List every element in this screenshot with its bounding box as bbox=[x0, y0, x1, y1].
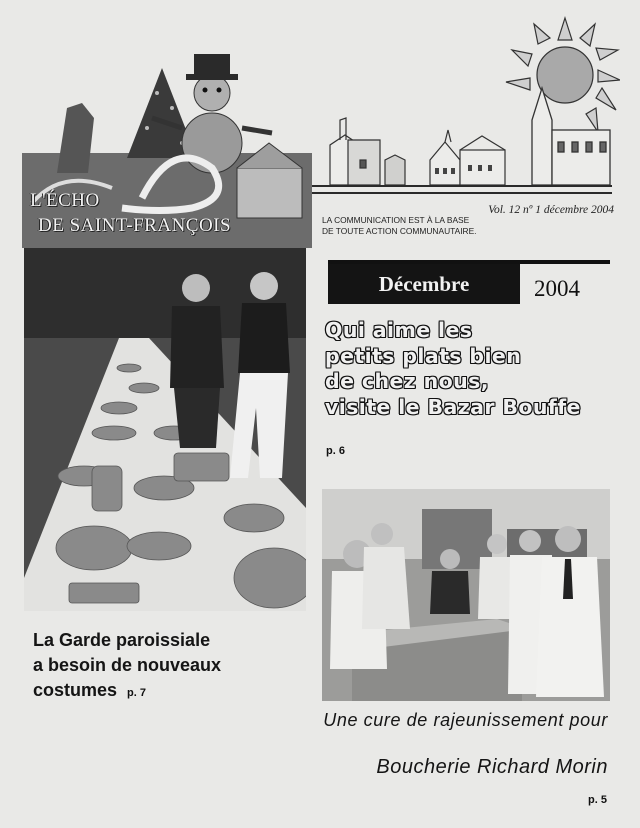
photo-butcher-staff bbox=[322, 489, 610, 701]
story-line-last bbox=[33, 678, 303, 706]
banner-month: Décembre bbox=[378, 272, 470, 296]
headline-line: Qui aime les bbox=[325, 318, 473, 342]
headline-line: visite le Bazar Bouffe bbox=[325, 394, 581, 419]
page-ref-boucherie[interactable]: p. 5 bbox=[588, 794, 607, 806]
motto-line: DE TOUTE ACTION COMMUNAUTAIRE. bbox=[322, 226, 477, 236]
banner-year: 2004 bbox=[534, 276, 580, 301]
motto-line: LA COMMUNICATION EST À LA BASE bbox=[322, 215, 470, 225]
story-line: a besoin de nouveaux bbox=[33, 655, 222, 675]
page-ref-bazar[interactable]: p. 6 bbox=[326, 445, 345, 457]
page-ref-garde[interactable]: p. 7 bbox=[127, 687, 146, 699]
masthead-rule bbox=[312, 185, 612, 187]
month-banner bbox=[328, 260, 610, 304]
skyline-sun-illustration bbox=[320, 10, 620, 205]
masthead-rule bbox=[312, 192, 612, 194]
headline-bazar-bouffe[interactable] bbox=[325, 318, 625, 420]
motto bbox=[322, 215, 476, 237]
story-line: La Garde paroissiale bbox=[33, 630, 211, 650]
photo-bazar-table bbox=[24, 248, 306, 611]
logo-title: L'ÉCHO bbox=[30, 190, 100, 211]
story-garde-paroissiale[interactable] bbox=[33, 628, 303, 706]
headline-line: petits plats bien bbox=[325, 343, 522, 368]
volume-issue: Vol. 12 nº 1 décembre 2004 bbox=[488, 204, 614, 216]
story-cure-line1[interactable]: Une cure de rajeunissement pour bbox=[323, 710, 608, 730]
story-line: costumes bbox=[33, 680, 118, 700]
story-cure-line2[interactable]: Boucherie Richard Morin bbox=[376, 756, 608, 778]
headline-line: de chez nous, bbox=[325, 369, 489, 393]
logo-subtitle: DE SAINT-FRANÇOIS bbox=[38, 215, 232, 236]
